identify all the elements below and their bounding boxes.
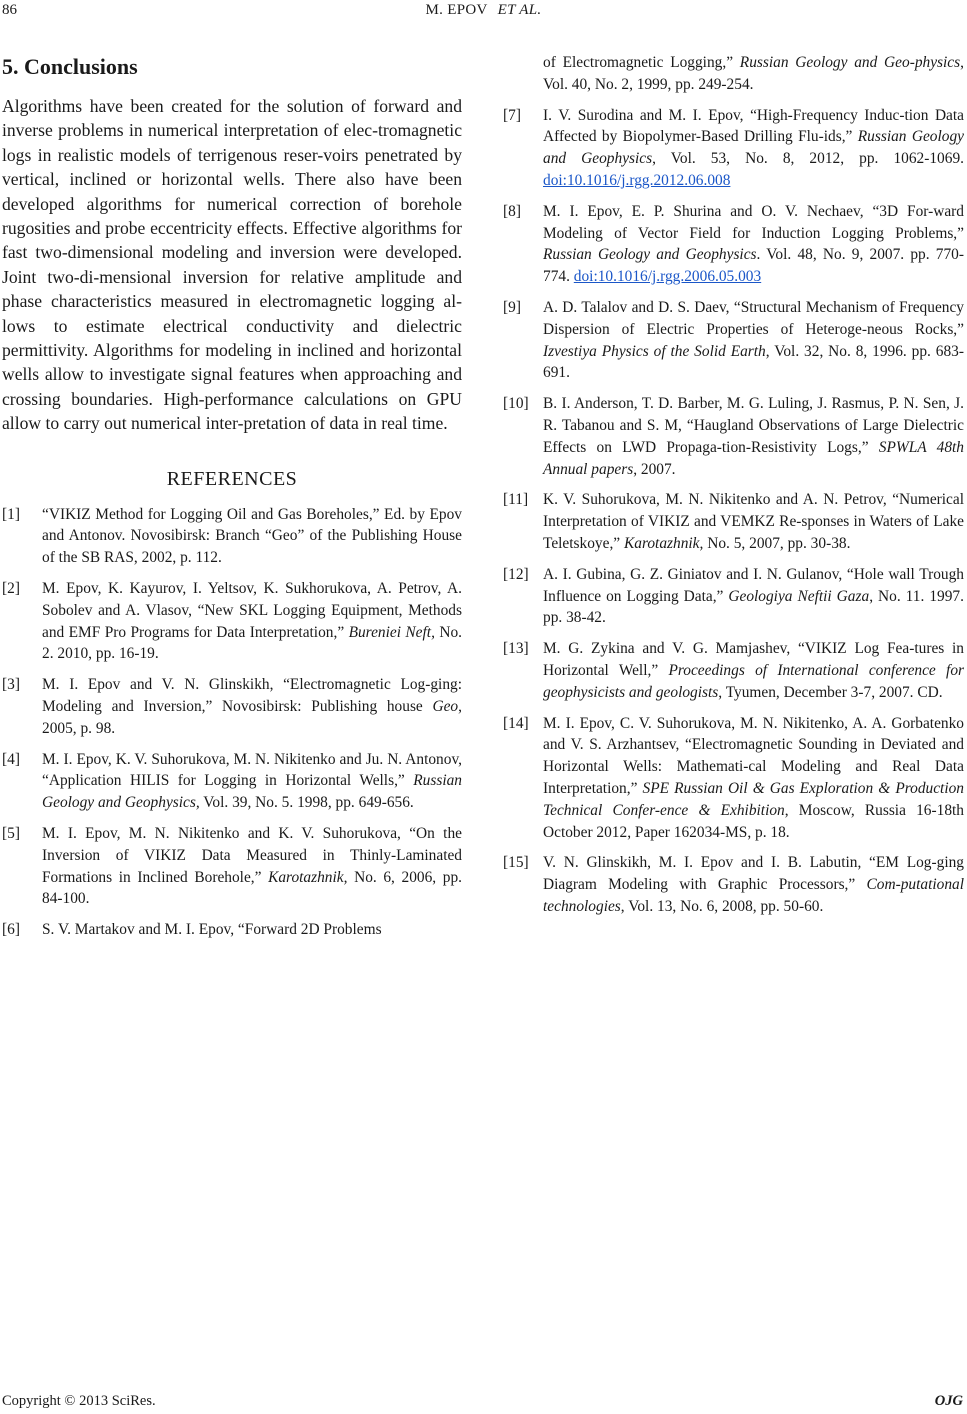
reference-number: [5] [2, 825, 20, 843]
doi-link[interactable]: doi:10.1016/j.rgg.2012.06.008 [543, 171, 731, 189]
reference-text [42, 578, 462, 665]
left-column [2, 50, 462, 950]
reference-authors-title: B. I. Anderson, T. D. Barber, M. G. Luling, J. Rasmus, P. N. Sen, J. R. Tabanou and S. M, “Haugland Observations of Large Dielectric Effects on LWD Propaga-tion-Resistivity Logs,” [543, 395, 964, 456]
reference-details: . Vol. 48, No. 9, 2007. pp. 770-774. [543, 246, 964, 286]
reference-text [543, 105, 964, 192]
reference-details: , Tyumen, December 3-7, 2007. CD. [718, 683, 943, 701]
reference-authors-title: M. I. Epov, E. P. Shurina and O. V. Nechaev, “3D For-ward Modeling of Vector Field for Induction Logging Problems,” [543, 202, 964, 242]
reference-source: Com-putational technologies [543, 876, 964, 915]
reference-number: [11] [503, 491, 529, 509]
reference-source: Proceedings of International conference for geophysicists and geologists [543, 661, 965, 701]
reference-authors-title: of Electromagnetic Logging,” [543, 54, 740, 71]
running-head-et-al: ET AL. [497, 2, 542, 18]
reference-8 [503, 201, 964, 288]
reference-10 [503, 393, 964, 480]
reference-4 [2, 749, 462, 814]
reference-details: , Vol. 13, No. 6, 2008, pp. 50-60. [620, 897, 824, 915]
reference-authors-title: M. I. Epov, C. V. Suhorukova, M. N. Nikitenko, A. A. Gorbatenko and V. S. Arzhantsev, “Electromagnetic Sounding in Deviated and Horizontal Wells: Mathemati-cal Modeling and Real Data Interpretation,” [543, 714, 964, 797]
reference-text [42, 823, 462, 910]
reference-source: Russian Geology and Geophysics [543, 128, 964, 168]
references-heading: REFERENCES [166, 467, 298, 490]
reference-authors-title: A. I. Gubina, G. Z. Giniatov and I. N. Gulanov, “Hole wall Trough Influence on Logging Data,” [543, 565, 964, 605]
reference-5 [2, 823, 462, 910]
reference-source: Karotazhnik, [623, 534, 704, 552]
reference-authors-title: M. I. Epov, K. V. Suhorukova, M. N. Nikitenko and Ju. N. Antonov, “Application HILIS for Logging in Horizontal Wells,” [42, 750, 462, 790]
reference-details: , 2005, p. 98. [42, 698, 462, 737]
reference-details: No. 6, 2006, pp. 84-100. [42, 868, 462, 908]
reference-text [543, 852, 964, 917]
reference-source: Karotazhnik, [268, 868, 348, 886]
reference-authors-title: M. I. Epov, M. N. Nikitenko and K. V. Suhorukova, “On the Inversion of VIKIZ Data Measured in Thinly-Laminated Formations in Inclined Borehole,” [42, 825, 462, 886]
reference-authors-title: M. I. Epov and V. N. Glinskikh, “Electromagnetic Log-ging: Modeling and Inversion,” Novosibirsk: Publishing house [42, 676, 462, 716]
reference-text: “VIKIZ Method for Logging Oil and Gas Boreholes,” Ed. by Epov and Antonov. Novosibirsk: Branch “Geo” of the Publishing House of the SB RAS, 2002, p. 112. [42, 505, 462, 567]
reference-authors-title: M. Epov, K. Kayurov, I. Yeltsov, K. Sukhorukova, A. Petrov, A. Sobolev and A. Vlasov, “New SKL Logging Equipment, Methods and EMF Pro Programs for Data Interpretation,” [42, 580, 462, 641]
reference-source: Bureniei Neft, [348, 623, 435, 641]
reference-text [543, 638, 964, 703]
reference-number: [2] [2, 580, 20, 598]
reference-12 [503, 564, 964, 629]
reference-text: S. V. Martakov and M. I. Epov, “Forward 2D Problems [42, 921, 382, 939]
reference-9 [503, 297, 964, 384]
reference-details: No. 5, 2007, pp. 30-38. [703, 534, 851, 552]
reference-text [42, 749, 462, 814]
reference-source: Geologiya Neftii Gaza [728, 587, 870, 605]
reference-authors-title: A. D. Talalov and D. S. Daev, “Structural Mechanism of Frequency Dispersion of Electric Properties of Heteroge-neous Rocks,” [543, 298, 964, 338]
reference-source: Russian Geology and Geophysics, [42, 772, 462, 812]
reference-source: SPWLA 48th Annual papers [543, 438, 964, 478]
reference-3 [2, 674, 462, 739]
reference-6 [2, 919, 462, 941]
reference-number: [12] [503, 565, 529, 583]
reference-2 [2, 578, 462, 665]
reference-details: No. 2. 2010, pp. 16-19. [42, 623, 462, 663]
reference-text [543, 393, 964, 480]
section-heading-conclusions: 5. Conclusions [2, 54, 138, 79]
reference-details: , Vol. 53, No. 8, 2012, pp. 1062-1069. [652, 150, 964, 168]
reference-source: Izvestiya Physics of the Solid Earth [543, 342, 766, 360]
reference-number: [1] [2, 505, 20, 523]
reference-text [543, 297, 964, 384]
page-number: 86 [2, 2, 17, 18]
reference-details: , Moscow, Russia 16-18th October 2012, Paper 162034-MS, p. 18. [543, 801, 964, 841]
reference-1 [2, 504, 462, 569]
reference-number: [13] [503, 640, 529, 658]
reference-text [543, 564, 964, 629]
reference-number: [8] [503, 202, 521, 220]
reference-text [543, 489, 964, 554]
reference-number: [14] [503, 714, 529, 732]
reference-source: Russian Geology and Geo-physics [739, 54, 961, 71]
reference-details: Vol. 39, No. 5. 1998, pp. 649-656. [199, 794, 414, 812]
reference-number: [7] [503, 106, 521, 124]
reference-source: Russian Geology and Geophysics [543, 246, 757, 264]
reference-6-continued [503, 52, 964, 96]
reference-number: [3] [2, 676, 20, 694]
right-column [503, 50, 964, 927]
reference-number: [9] [503, 298, 521, 316]
reference-number: [4] [2, 750, 20, 768]
reference-11 [503, 489, 964, 554]
reference-authors-title: V. N. Glinskikh, M. I. Epov and I. B. Labutin, “EM Log-ging Diagram Modeling with Graphic Processors,” [543, 854, 964, 894]
reference-7 [503, 105, 964, 192]
conclusions-paragraph: Algorithms have been created for the solution of forward and inverse problems in numerical interpretation of elec-tromagnetic logs in realistic models of terrigenous reser-voirs penetrated by vertical, inclined or horizontal wells. There also have been developed algorithms for numerical correction of borehole rugosities and probe eccentricity effects. Effective algorithms for fast two-dimensional modeling and inversion were developed. Joint two-di-mensional inversion for relative amplitude and phase characteristics measured in electromagnetic logging al-lows to estimate electrical conductivity and dielectric permittivity. Algorithms for modeling in inclined and horizontal wells allow to investigate signal features when approaching and crossing boundaries. High-performance calculations on GPU allow to carry out numerical inter-pretation of data in real time. [2, 96, 462, 434]
reference-text [543, 713, 964, 844]
reference-details: , 2007. [633, 460, 676, 478]
reference-source: Geo [432, 698, 459, 716]
reference-number: [15] [503, 854, 529, 872]
reference-14 [503, 713, 964, 844]
reference-number: [6] [2, 921, 20, 939]
reference-13 [503, 638, 964, 703]
reference-authors-title: K. V. Suhorukova, M. N. Nikitenko and A. N. Petrov, “Numerical Interpretation of VIKIZ and VEMKZ Re-sponses in Waters of Lake Teletskoye,” [543, 491, 964, 552]
reference-text [42, 674, 462, 739]
reference-details: , Vol. 32, No. 8, 1996. pp. 683-691. [543, 342, 964, 382]
reference-authors-title: I. V. Surodina and M. I. Epov, “High-Frequency Induc-tion Data Affected by Biopolymer-Based Drilling Flu-ids,” [543, 106, 964, 146]
footer-journal: OJG [934, 1393, 963, 1409]
reference-number: [10] [503, 395, 529, 413]
reference-source: SPE Russian Oil & Gas Exploration & Production Technical Confer-ence & Exhibition [543, 779, 965, 819]
running-head [0, 2, 967, 19]
reference-details: , Vol. 40, No. 2, 1999, pp. 249-254. [543, 54, 964, 93]
doi-link[interactable]: doi:10.1016/j.rgg.2006.05.003 [573, 268, 762, 286]
reference-authors-title: M. G. Zykina and V. G. Mamjashev, “VIKIZ Log Fea-tures in Horizontal Well,” [543, 640, 964, 679]
reference-details: , No. 11. 1997. pp. 38-42. [543, 587, 964, 627]
running-head-author: M. EPOV [425, 2, 488, 18]
footer-copyright: Copyright © 2013 SciRes. [2, 1393, 156, 1409]
reference-15 [503, 852, 964, 917]
reference-text [543, 201, 964, 288]
